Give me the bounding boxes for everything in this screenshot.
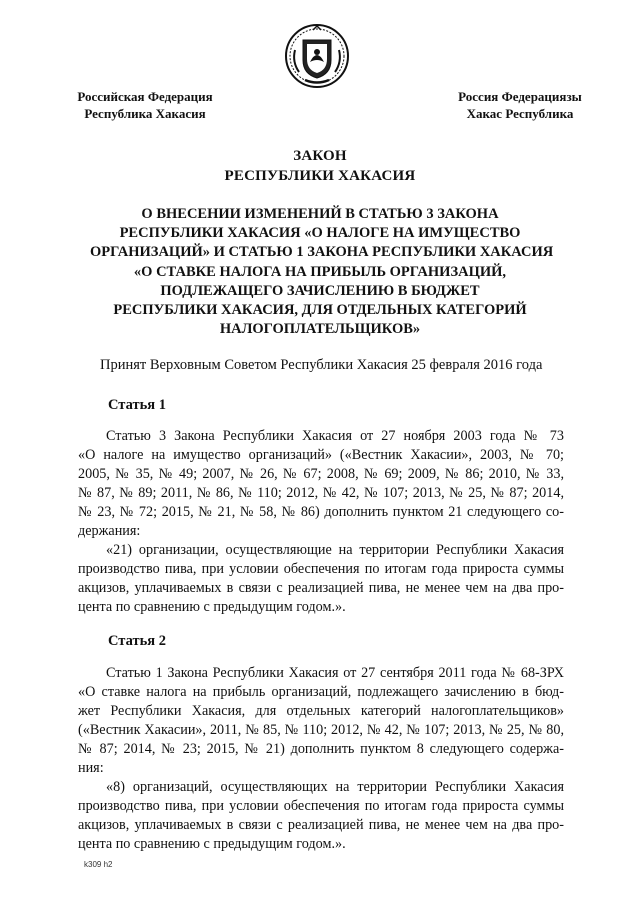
- subject-line: РЕСПУБЛИКИ ХАКАСИЯ, ДЛЯ ОТДЕЛЬНЫХ КАТЕГОРИЙ: [113, 302, 527, 319]
- article2-line: «О ставке налога на прибыль организаций, подлежащего зачислению в бюд-: [78, 683, 564, 700]
- article2-body: [78, 664, 564, 777]
- subject-line: «О СТАВКЕ НАЛОГА НА ПРИБЫЛЬ ОРГАНИЗАЦИЙ,: [133, 263, 507, 280]
- subject-line: НАЛОГОПЛАТЕЛЬЩИКОВ»: [219, 321, 421, 338]
- article1-line: «О налоге на имущество организаций» («Вестник Хакасии», 2003, № 70;: [78, 446, 564, 463]
- subject-line: ПОДЛЕЖАЩЕГО ЗАЧИСЛЕНИЮ В БЮДЖЕТ: [160, 282, 480, 299]
- footer-document-code: k309 h2: [84, 860, 113, 869]
- article1-heading: Статья 1: [108, 397, 166, 413]
- article2-line: № 87; 2014, № 23; 2015, № 21) дополнить пунктом 8 следующего содержа-: [78, 740, 564, 757]
- article1-quote-line: производство пива, при условии обеспечения по итогам года прироста суммы: [78, 560, 564, 577]
- coat-of-arms-emblem: [283, 22, 351, 90]
- article2-quote: [78, 778, 564, 854]
- subject-line: РЕСПУБЛИКИ ХАКАСИЯ «О НАЛОГЕ НА ИМУЩЕСТВО: [119, 225, 521, 242]
- article1-line: № 23, № 72; 2015, № 21, № 58, № 86) дополнить пунктом 21 следующего со-: [78, 503, 564, 520]
- article2-line: Статью 1 Закона Республики Хакасия от 27 сентября 2011 года № 68-ЗРХ: [106, 665, 564, 681]
- adoption-statement: Принят Верховным Советом Республики Хакасия 25 февраля 2016 года: [100, 357, 543, 373]
- article2-heading: Статья 2: [108, 633, 166, 649]
- article1-quote-line: цента по сравнению с предыдущим годом.».: [78, 598, 346, 615]
- header-left-line1: Российская Федерация: [77, 89, 213, 104]
- article1-line: Статью 3 Закона Республики Хакасия от 27 ноября 2003 года № 73: [106, 428, 564, 444]
- law-title-line1: ЗАКОН: [293, 148, 347, 164]
- article2-line: («Вестник Хакасии», 2011, № 85, № 110; 2012, № 42, № 107; 2013, № 25, № 80,: [78, 721, 564, 738]
- law-subject: [90, 205, 554, 339]
- header-right-line1: Россия Федерациязы: [458, 89, 582, 104]
- article1-quote-line: «21) организации, осуществляющие на территории Республики Хакасия: [106, 542, 564, 558]
- header-right-line2: Хакас Республика: [466, 106, 574, 121]
- article1-line: держания:: [78, 522, 141, 539]
- article2-line: ния:: [78, 759, 104, 776]
- header-left: [70, 88, 220, 122]
- article2-quote-line: производство пива, при условии обеспечения по итогам года прироста суммы: [78, 797, 564, 814]
- article1-body: [78, 427, 564, 540]
- article1-line: № 87, № 89; 2011, № 86, № 110; 2012, № 42, № 107; 2013, № 25, № 87; 2014,: [78, 484, 564, 501]
- article2-quote-line: акцизов, уплачиваемых в связи с реализацией пива, не менее чем на два про-: [78, 816, 564, 833]
- article2-quote-line: цента по сравнению с предыдущим годом.».: [78, 835, 346, 852]
- law-title-line2: РЕСПУБЛИКИ ХАКАСИЯ: [224, 168, 416, 184]
- article1-quote: [78, 541, 564, 617]
- subject-line: ОРГАНИЗАЦИЙ» И СТАТЬЮ 1 ЗАКОНА РЕСПУБЛИКИ ХАКАСИЯ: [90, 244, 554, 261]
- header-left-line2: Республика Хакасия: [84, 106, 206, 121]
- article2-line: жет Республики Хакасия, для отдельных категорий налогоплательщиков»: [78, 702, 564, 719]
- article2-quote-line: «8) организаций, осуществляющих на территории Республики Хакасия: [106, 779, 564, 795]
- article1-quote-line: акцизов, уплачиваемых в связи с реализацией пива, не менее чем на два про-: [78, 579, 564, 596]
- article1-line: 2005, № 35, № 49; 2007, № 26, № 67; 2008, № 69; 2009, № 86; 2010, № 33,: [78, 465, 564, 482]
- header-right: [440, 88, 600, 122]
- subject-line: О ВНЕСЕНИИ ИЗМЕНЕНИЙ В СТАТЬЮ 3 ЗАКОНА: [141, 206, 499, 222]
